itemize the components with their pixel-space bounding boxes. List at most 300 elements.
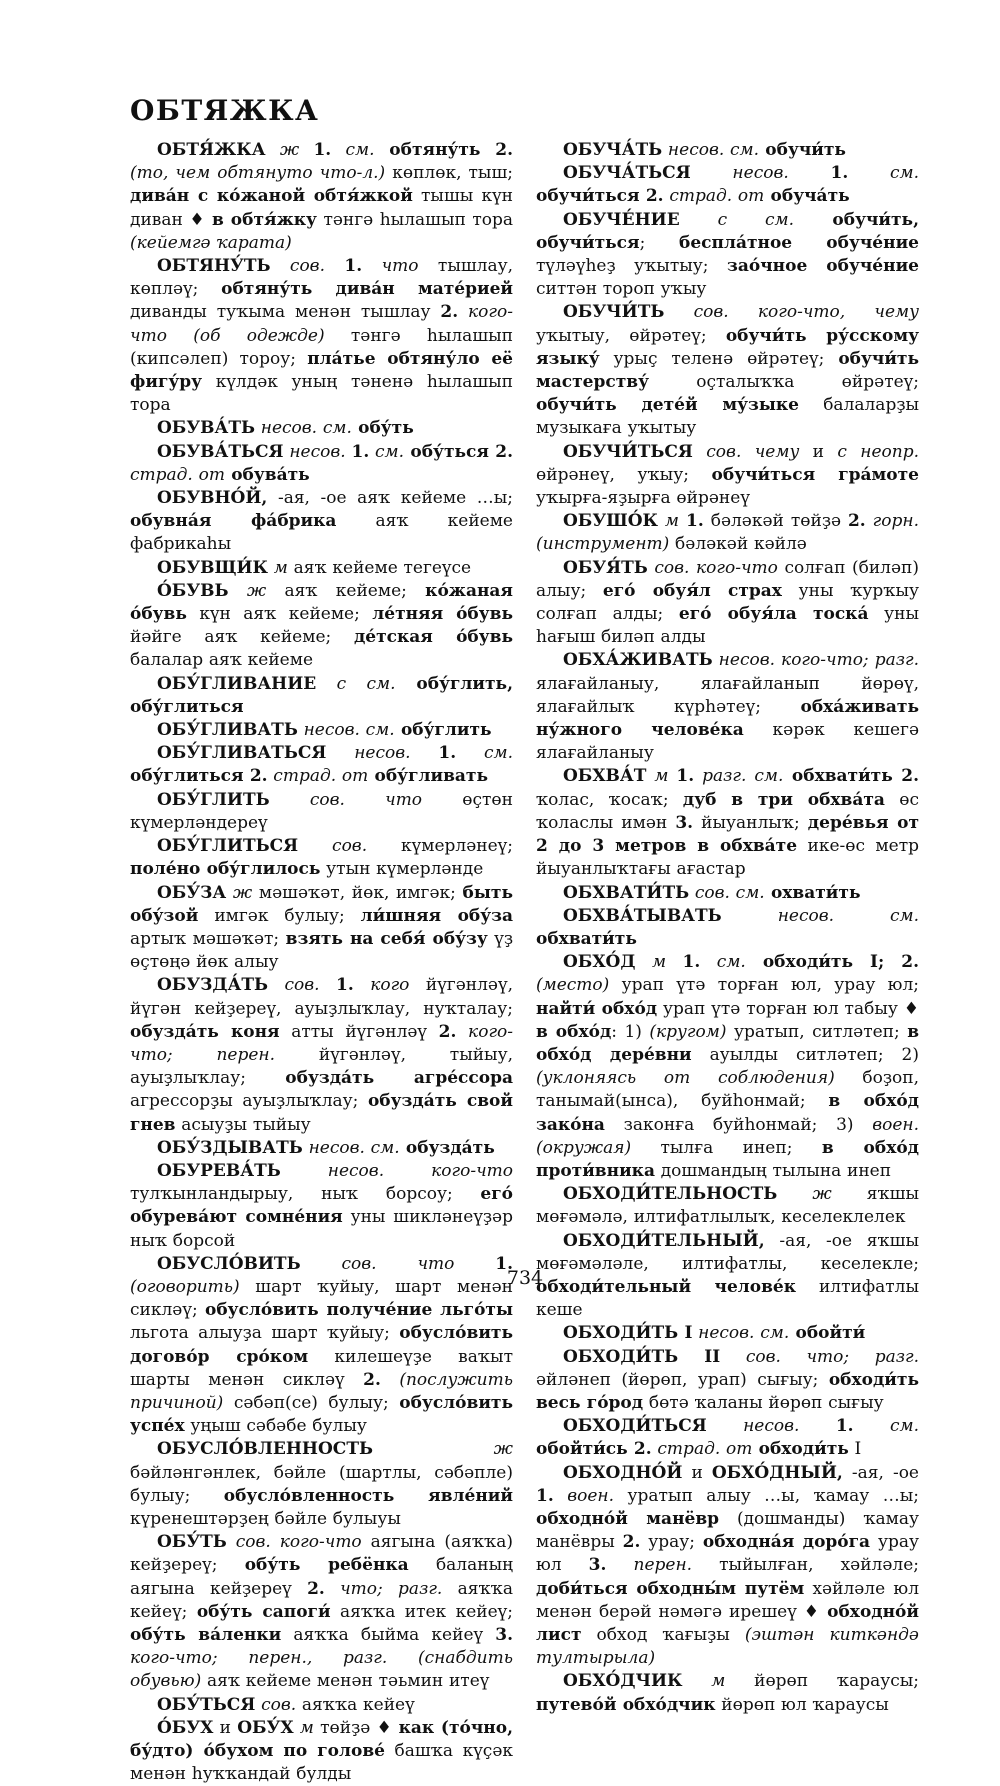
text-segment: 1.: [344, 256, 363, 277]
text-segment: өс ҡоласлы имән: [536, 789, 919, 833]
text-segment: хәйләле юл менән берәй нәмәгә ирешеү ♦: [536, 1578, 919, 1622]
text-segment: ОБУ́ГЛИВАТЬСЯ: [157, 743, 327, 764]
text-segment: ОБХО́Д: [563, 952, 636, 973]
dictionary-entry-obuzdat: [130, 974, 513, 1136]
text-segment: ОБХВАТИ́ТЬ: [563, 882, 690, 903]
text-segment: балаларҙы музыкаға уҡытыу: [536, 395, 919, 439]
text-segment: артыҡ мәшәҡәт;: [130, 928, 286, 949]
text-segment: обу́ть: [351, 418, 414, 439]
text-segment: утын күмерләнде: [320, 859, 484, 880]
dictionary-entry-obuslovlennost: [130, 1438, 513, 1531]
dictionary-entry-obkhodnoy: [536, 1462, 919, 1671]
text-segment: ОБУ́Х: [237, 1717, 294, 1738]
text-segment: зао́чное обуче́ние: [727, 256, 919, 277]
text-segment: илтифатлы кеше: [536, 1276, 919, 1321]
text-segment: 1.: [313, 140, 332, 160]
text-segment: сов.: [255, 1694, 297, 1715]
text-segment: йүгәнләү, тыйыу, ауыҙлыҡлау;: [130, 1044, 513, 1089]
text-segment: тәнгә һылашып (кипсәлеп) тороу;: [130, 325, 513, 369]
text-segment: бәләкәй кәйлә: [669, 534, 807, 555]
dictionary-entry-obuglivat: [130, 719, 513, 742]
text-segment: см.: [853, 1416, 919, 1437]
text-segment: обха́живать ну́жного челове́ка: [536, 696, 919, 741]
text-segment: страд. от: [663, 186, 765, 207]
text-segment: обузда́ть коня: [130, 1021, 280, 1042]
text-segment: несов. см.: [302, 1137, 400, 1158]
text-segment: мәшәҡәт, йөк, имгәк;: [252, 882, 463, 903]
text-segment: ҡолас, ҡосаҡ;: [536, 789, 683, 810]
dictionary-entry-obuglivatsya: [130, 742, 513, 788]
text-segment: обтяну́ть дива́н мате́рией: [221, 279, 513, 300]
text-segment: килешеүҙе ваҡыт шарты менән сикләү: [130, 1346, 513, 1390]
text-segment: поле́но обу́глилось: [130, 859, 321, 880]
text-segment: обучи́ться 2.: [536, 186, 664, 207]
text-segment: перен.: [606, 1555, 693, 1576]
text-segment: ОБХА́ЖИВАТЬ: [563, 650, 713, 671]
text-segment: ж: [226, 882, 253, 903]
text-segment: воен.: [553, 1485, 615, 1506]
text-segment: сов. чему: [692, 441, 800, 462]
text-segment: несов. см.: [662, 140, 760, 160]
text-segment: бәйләнгәнлек, бәйле (шартлы, сәбәпле) булыу;: [130, 1462, 513, 1506]
text-segment: баланың аягына кейҙереү: [130, 1555, 514, 1599]
text-segment: ОБУ́ГЛИВАТЬ: [157, 720, 298, 741]
text-segment: как (то́чно, бу́дто) о́бухом по голове́: [130, 1717, 513, 1762]
text-segment: өҫтөн күмерләндереү: [130, 789, 513, 833]
text-segment: см.: [369, 441, 405, 462]
text-segment: (то, чем обтянуто что-л.): [130, 163, 386, 184]
text-segment: сов. кого-что: [647, 557, 778, 578]
text-segment: ОБУШО́К: [563, 511, 658, 532]
text-segment: сов. кого-что, чему: [664, 302, 919, 323]
text-segment: О́БУХ: [157, 1717, 214, 1738]
text-segment: ОБУ́ГЛИТЬСЯ: [157, 836, 299, 857]
text-segment: (дошманды) ҡамау манёвры: [536, 1508, 919, 1553]
text-segment: 1.: [351, 441, 370, 462]
text-segment: 2.: [847, 511, 866, 532]
text-segment: имгәк булыу;: [198, 905, 361, 926]
text-segment: урау юл: [536, 1532, 919, 1576]
text-segment: күлдәк уның тәненә һылашып тора: [130, 372, 513, 416]
text-segment: тылға инеп;: [631, 1137, 822, 1158]
text-segment: обусло́вленность явле́ний: [223, 1485, 514, 1506]
dictionary-entry-obuglitsya: [130, 835, 513, 881]
text-segment: 2.: [438, 1021, 457, 1042]
left-column: [130, 139, 513, 1786]
text-segment: горн. (инструмент): [536, 511, 919, 555]
page-number: 734: [506, 1267, 544, 1289]
text-segment: аяҡ кейеме;: [266, 580, 426, 601]
text-segment: обхвати́ть: [536, 928, 637, 949]
text-segment: ли́шняя обу́за: [360, 905, 513, 926]
text-segment: (кейемгә ҡарата): [130, 232, 292, 253]
text-segment: үҙ өҫтөңә йөк алыу: [130, 928, 513, 973]
text-segment: сов. что: [269, 789, 423, 810]
text-segment: ОБТЯНУ́ТЬ: [157, 256, 271, 277]
dictionary-entry-obuyat: [536, 557, 919, 650]
dictionary-entry-obukh: [130, 1717, 513, 1786]
text-segment: 1.: [682, 952, 701, 973]
text-segment: ко́жаная о́бувь: [130, 580, 513, 625]
text-segment: взять на себя́ обу́зу: [285, 928, 488, 949]
text-segment: I: [848, 1439, 862, 1460]
text-segment: 3.: [675, 812, 694, 833]
text-segment: ОБХОДНО́Й: [563, 1462, 683, 1483]
text-segment: аягына (аяҡҡа) кейҙереү;: [130, 1532, 513, 1576]
text-segment: доби́ться обходны́м путём: [536, 1578, 805, 1599]
text-segment: тәнгә һылашып тора: [316, 209, 514, 230]
dictionary-entry-obutsya: [130, 1694, 513, 1717]
text-segment: обучи́ть ру́сскому языку́: [536, 325, 919, 369]
text-segment: его́ обуя́ла тоска́: [678, 604, 869, 625]
text-segment: 3.: [588, 1555, 607, 1576]
text-segment: несов. кого-что: [280, 1160, 513, 1181]
dictionary-entry-obuchenie: [536, 209, 919, 302]
text-segment: обу́гливать: [368, 766, 488, 787]
text-segment: обу́ть ва́ленки: [130, 1625, 282, 1645]
text-segment: м: [635, 952, 683, 973]
text-segment: и: [799, 441, 838, 462]
text-segment: законға буйһонмай; 3): [604, 1114, 873, 1135]
text-segment: : 1): [611, 1021, 650, 1042]
text-segment: несов. см.: [297, 720, 395, 741]
text-segment: уны ҡурҡыу солғап алды;: [536, 580, 919, 625]
text-segment: аяҡҡа итек кейеү;: [330, 1601, 513, 1622]
text-segment: ж: [777, 1184, 832, 1205]
text-segment: ауылды ситләтеп; 2): [691, 1044, 919, 1065]
text-segment: ОБУ́ТЬ: [157, 1532, 227, 1553]
text-segment: дуб в три обхва́та: [682, 789, 885, 810]
text-segment: ОБУВА́ТЬСЯ: [157, 441, 284, 462]
text-segment: тышы күн диван ♦: [130, 186, 514, 230]
text-segment: тыйылған, хәйләле;: [692, 1555, 919, 1576]
text-segment: ОБУ́ТЬСЯ: [157, 1694, 256, 1715]
text-segment: ж: [373, 1439, 513, 1460]
text-segment: ОБХО́ДЧИК: [563, 1671, 683, 1692]
text-segment: көплөк, тыш;: [385, 163, 513, 184]
text-segment: обусло́вить успе́х: [130, 1392, 513, 1437]
dictionary-entry-obkhodit-2: [536, 1346, 919, 1416]
text-segment: обучи́ть: [759, 140, 846, 160]
text-segment: агрессорҙы ауыҙлыҡлау;: [130, 1091, 368, 1112]
dictionary-entry-obuvat: [130, 417, 513, 440]
text-segment: ситтән тороп уҡыу: [536, 279, 707, 300]
text-segment: с неопр.: [837, 441, 919, 462]
text-segment: йыуанлыҡ;: [693, 812, 808, 833]
text-segment: несов.: [283, 441, 352, 462]
text-segment: обтяну́ть 2.: [374, 140, 514, 160]
text-segment: сәбәп(се) булыу;: [223, 1392, 400, 1413]
text-segment: пла́тье обтяну́ло её фигу́ру: [130, 348, 513, 393]
text-segment: ялағайланыу, ялағайланып йөрөү, ялағайлыҡ күрһәтеү;: [536, 673, 919, 717]
text-segment: ОБУЧА́ТЬ: [563, 140, 663, 160]
text-segment: урыҫ теленә өйрәтеү;: [599, 348, 839, 369]
text-segment: несов.: [706, 1416, 836, 1437]
dictionary-entry-obuzdyvat: [130, 1137, 513, 1160]
dictionary-entry-obuv: [130, 580, 513, 673]
text-segment: сов.: [270, 256, 345, 277]
text-segment: -ая, -ое аяҡ кейеме …ы;: [267, 488, 513, 509]
text-segment: тышлау, көпләү;: [130, 256, 513, 300]
dictionary-entry-obkhvat: [536, 765, 919, 881]
text-segment: обходи́тельный челове́к: [536, 1276, 797, 1297]
dictionary-entry-obkhazhivat: [536, 649, 919, 765]
text-segment: балалар аяҡ кейеме: [130, 650, 314, 671]
text-segment: несов.: [690, 163, 831, 184]
text-segment: страд. от: [651, 1439, 753, 1460]
text-segment: аяҡ кейеме фабрикаһы: [130, 511, 513, 555]
text-segment: (уклоняясь от соблюдения): [536, 1068, 835, 1089]
text-segment: 2.: [363, 1369, 381, 1390]
text-segment: -ая, -ое яҡшы мөғәмәләле, илтифатлы, кеселекле;: [536, 1230, 919, 1274]
text-segment: ОБУЗДА́ТЬ: [157, 975, 269, 996]
text-segment: аяҡҡа кейеү;: [130, 1578, 513, 1622]
text-segment: ОБХОДИ́ТЬ II: [563, 1346, 721, 1367]
dictionary-entry-obkhoditsya: [536, 1415, 919, 1461]
text-segment: воен. (окружая): [536, 1114, 919, 1158]
text-segment: урап үтә торған юл табыу ♦: [657, 998, 920, 1019]
text-segment: 1.: [676, 766, 695, 787]
text-segment: уны шикләнеүҙәр ныҡ борсой: [130, 1207, 513, 1251]
text-segment: см.: [331, 140, 375, 160]
text-segment: и: [213, 1717, 238, 1738]
text-segment: 1.: [438, 743, 457, 764]
text-segment: обуча́ть: [764, 186, 850, 207]
dictionary-entry-obkhoditelnost: [536, 1183, 919, 1229]
text-segment: обучи́ть, обучи́ться: [536, 209, 919, 253]
text-segment: обузда́ть агре́ссора: [285, 1068, 513, 1089]
text-segment: несов. см.: [255, 418, 352, 439]
text-segment: сов. что: [300, 1253, 496, 1274]
text-segment: см.: [700, 952, 746, 973]
text-segment: О́БУВЬ: [157, 580, 229, 601]
dictionary-entry-obtyanut: [130, 255, 513, 417]
text-segment: йәйге аяҡ кейеме;: [130, 627, 354, 648]
text-segment: ОБТЯ́ЖКА: [157, 140, 266, 160]
text-segment: уратып алыу …ы, ҡамау …ы;: [614, 1485, 919, 1506]
text-segment: кого-что (об одежде): [130, 302, 513, 346]
text-segment: обу́глить: [394, 720, 492, 741]
text-segment: ОБУСЛО́ВИТЬ: [157, 1253, 301, 1274]
text-segment: урау;: [640, 1532, 703, 1553]
text-segment: сов.: [298, 836, 368, 857]
text-columns: [130, 139, 920, 1786]
text-segment: ОБХОДИ́ТЬ I: [563, 1323, 693, 1344]
text-segment: ОБУВНО́Й,: [157, 488, 268, 509]
text-segment: кого-что; перен.: [130, 1021, 514, 1065]
text-segment: что; разг.: [324, 1578, 443, 1599]
text-segment: (кругом): [649, 1021, 727, 1042]
dictionary-entry-obuglivanie: [130, 673, 513, 719]
dictionary-entry-obushok: [536, 510, 919, 556]
text-segment: с см.: [316, 673, 396, 694]
dictionary-entry-obut: [130, 1531, 513, 1693]
dictionary-entry-obuchit: [536, 301, 919, 440]
text-segment: уратып, ситләтеп;: [726, 1021, 908, 1042]
text-segment: күн аяҡ кейеме;: [186, 604, 373, 625]
dictionary-entry-obkhod: [536, 951, 919, 1183]
text-segment: 1.: [495, 1253, 513, 1274]
text-segment: несов. см.: [692, 1323, 790, 1344]
text-segment: несов. кого-что; разг.: [712, 650, 919, 671]
dictionary-entry-obuvshchik: [130, 557, 513, 580]
text-segment: обу́ться 2.: [404, 441, 513, 462]
text-segment: аяҡҡа кейеү: [296, 1694, 415, 1715]
text-segment: путево́й обхо́дчик: [536, 1694, 716, 1715]
dictionary-entry-obkhodit-1: [536, 1322, 919, 1345]
dictionary-entry-obuvatsya: [130, 441, 513, 487]
text-segment: и: [682, 1462, 712, 1483]
text-segment: м: [657, 511, 686, 532]
text-segment: аяҡҡа быйма кейеү: [281, 1625, 496, 1645]
text-segment: ОБУЧИ́ТЬСЯ: [563, 441, 693, 462]
text-segment: ж: [265, 140, 314, 160]
text-segment: түләүһеҙ уҡытыу;: [536, 256, 728, 277]
text-segment: ОБУ́ЗА: [157, 882, 227, 903]
text-segment: атты йүгәнләү: [279, 1021, 439, 1042]
text-segment: в обтя́жку: [211, 209, 317, 230]
text-segment: ОБУСЛО́ВЛЕННОСТЬ: [157, 1439, 374, 1460]
text-segment: йүгәнләү, йүгән кейҙереү, ауыҙлыҡлау, нуҡталау;: [130, 975, 513, 1019]
text-segment: (послужить причиной): [130, 1369, 513, 1413]
text-segment: обусло́вить догово́р сро́ком: [130, 1323, 513, 1367]
text-segment: 1.: [686, 511, 704, 532]
text-segment: в обхо́д: [536, 1021, 612, 1042]
text-segment: его́ обуя́л страх: [602, 580, 782, 601]
text-segment: -ая, -ое: [842, 1462, 919, 1483]
text-segment: м: [646, 766, 677, 787]
text-segment: сов.: [268, 975, 336, 996]
text-segment: ОБХОДИ́ТЕЛЬНЫЙ,: [563, 1230, 765, 1251]
text-segment: тулҡынландырыу, ныҡ борсоу;: [130, 1184, 481, 1205]
text-segment: ОБХО́ДНЫЙ,: [711, 1462, 843, 1483]
text-segment: обучи́ть дете́й му́зыке: [536, 395, 799, 416]
text-segment: страд. от: [267, 766, 369, 787]
text-segment: ОБУЯ́ТЬ: [563, 557, 648, 578]
text-segment: ОБУ́ГЛИВАНИЕ: [157, 673, 317, 694]
dictionary-entry-obuchat: [536, 139, 919, 162]
text-segment: ОБХОДИ́ТЕЛЬНОСТЬ: [563, 1184, 778, 1205]
text-segment: в обхо́д дере́вни: [536, 1021, 920, 1065]
text-segment: йөрөп ҡараусы;: [725, 1671, 920, 1692]
text-segment: ОБУ́ГЛИТЬ: [157, 789, 270, 810]
text-segment: несов. см.: [721, 905, 919, 926]
text-segment: обува́ть: [224, 464, 310, 485]
text-segment: обучи́ться гра́моте: [711, 464, 919, 485]
text-segment: обходно́й манёвр: [536, 1508, 720, 1529]
text-segment: күренештәрҙең бәйле булыуы: [130, 1508, 401, 1529]
text-segment: аяҡ кейеме менән тәьмин итеү: [201, 1671, 490, 1692]
text-segment: обучи́ть мастерству́: [536, 348, 919, 393]
text-segment: сов. кого-что: [226, 1532, 362, 1553]
text-segment: в обхо́д зако́на: [536, 1091, 920, 1135]
text-segment: беспла́тное обуче́ние: [679, 232, 919, 253]
text-segment: м: [682, 1671, 726, 1692]
text-segment: найти́ обхо́д: [536, 998, 658, 1019]
text-segment: ОБУЧА́ТЬСЯ: [563, 163, 691, 184]
dictionary-entry-obkhodchik: [536, 1670, 919, 1716]
text-segment: (место): [536, 975, 610, 996]
text-segment: ОБУВЩИ́К: [157, 557, 269, 578]
text-segment: яҡшы мөғәмәлә, илтифатлылыҡ, кеселеклелек: [536, 1184, 919, 1228]
text-segment: де́тская о́бувь: [353, 627, 513, 648]
text-segment: несов.: [326, 743, 439, 764]
text-segment: обузда́ть свой гнев: [130, 1091, 513, 1135]
text-segment: дошмандың тылына инеп: [654, 1160, 892, 1181]
text-segment: с см.: [679, 209, 794, 230]
text-segment: уны һағыш биләп алды: [536, 604, 919, 648]
dictionary-entry-obuglit: [130, 789, 513, 835]
text-segment: обходно́й лист: [536, 1601, 919, 1645]
dictionary-entry-obtyazhka: [130, 139, 513, 255]
text-segment: йөрөп юл ҡараусы: [715, 1694, 889, 1715]
text-segment: ОБХОДИ́ТЬСЯ: [563, 1416, 707, 1437]
text-segment: ле́тняя о́бувь: [372, 604, 513, 625]
text-segment: уҡытыу, өйрәтеү;: [536, 325, 726, 346]
text-segment: ОБУЧЕ́НИЕ: [563, 209, 680, 230]
text-segment: обхвати́ть 2.: [783, 766, 919, 787]
text-segment: обход ҡағыҙы: [581, 1625, 745, 1645]
text-segment: диванды туҡыма менән тышлау: [130, 302, 441, 323]
text-segment: обходи́ть: [752, 1439, 849, 1460]
text-segment: асыуҙы тыйыу: [175, 1114, 311, 1135]
text-segment: обузда́ть: [399, 1137, 495, 1158]
text-segment: өйрәнеү, уҡыу;: [536, 464, 712, 485]
text-segment: льгота алыуҙа шарт ҡуйыу;: [130, 1323, 400, 1344]
text-segment: ОБУВА́ТЬ: [157, 418, 256, 439]
text-segment: ОБХВА́Т: [563, 766, 647, 787]
text-segment: страд. от: [130, 464, 225, 485]
text-segment: ике-өс метр йыуанлыҡтағы ағастар: [536, 836, 920, 880]
dictionary-entry-obkhvatyvat: [536, 905, 919, 951]
text-segment: кого: [353, 975, 410, 996]
text-segment: 1.: [536, 1485, 554, 1506]
text-segment: күмерләнеү;: [367, 836, 513, 857]
dictionary-entry-obuchitsya: [536, 441, 919, 511]
text-segment: ОБУЧИ́ТЬ: [563, 302, 665, 323]
text-segment: ;: [639, 232, 680, 253]
text-segment: м: [293, 1717, 314, 1738]
text-segment: 3.: [495, 1625, 513, 1645]
text-segment: обходи́ть I; 2.: [745, 952, 919, 973]
text-segment: боҙоп, танымай(ынса), буйһонмай;: [536, 1068, 919, 1112]
text-segment: обходи́ть весь го́род: [536, 1369, 919, 1413]
text-segment: обойти́: [789, 1323, 866, 1344]
text-segment: что: [362, 256, 419, 277]
text-segment: аяҡ кейеме тегеүсе: [287, 557, 472, 578]
text-segment: м: [268, 557, 288, 578]
text-segment: (оговорить): [130, 1276, 240, 1297]
text-segment: 1.: [835, 1416, 854, 1437]
text-segment: шарт ҡуйыу, шарт менән сикләү;: [130, 1276, 513, 1321]
text-segment: бөтә ҡаланы йөрөп сығыу: [643, 1392, 884, 1413]
text-segment: в обхо́д проти́вника: [536, 1137, 919, 1181]
text-segment: ОБХВА́ТЫВАТЬ: [563, 905, 722, 926]
text-segment: 2.: [440, 302, 459, 323]
text-segment: см.: [456, 743, 513, 764]
text-segment: его́ обурева́ют сомне́ния: [130, 1184, 513, 1228]
text-segment: обу́глиться 2.: [130, 766, 268, 787]
text-segment: 2.: [307, 1578, 325, 1599]
text-segment: ОБУ́ЗДЫВАТЬ: [157, 1137, 303, 1158]
right-column: [536, 139, 919, 1786]
text-segment: охвати́ть: [764, 882, 861, 903]
text-segment: ОБУРЕВА́ТЬ: [157, 1160, 281, 1181]
text-segment: обувна́я фа́брика: [130, 511, 337, 532]
text-segment: разг. см.: [694, 766, 784, 787]
text-segment: дива́н с ко́жаной обтя́жкой: [130, 186, 413, 207]
text-segment: төйҙә ♦: [313, 1717, 399, 1738]
